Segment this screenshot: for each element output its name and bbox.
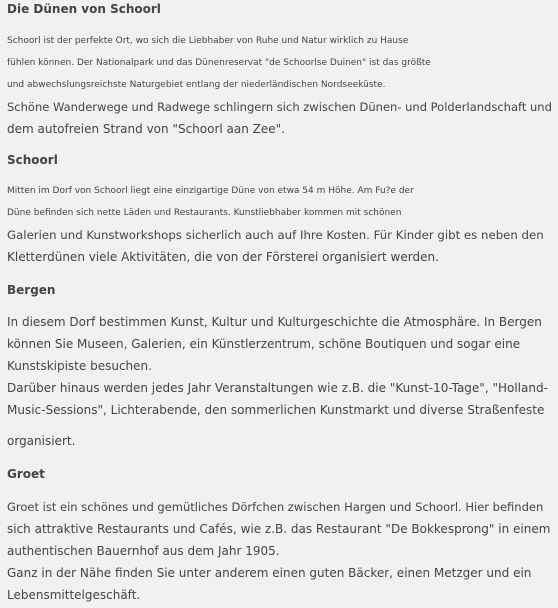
body-line: Galerien und Kunstworkshops sicherlich auch auf Ihre Kosten. Für Kinder gibt es neben den xyxy=(7,228,544,242)
body-line: In diesem Dorf bestimmen Kunst, Kultur und Kulturgeschichte die Atmosphäre. In Bergen xyxy=(7,315,542,329)
body-line: fühlen können. Der Nationalpark und das Dünenreservat "de Schoorlse Duinen" ist das größte xyxy=(7,58,431,68)
section-title-groet: Groet xyxy=(7,467,45,481)
body-line: Schöne Wanderwege und Radwege schlingern sich zwischen Dünen- und Polderlandschaft und xyxy=(7,100,552,114)
section-body-schoorl xyxy=(7,180,544,268)
body-line: Ganz in der Nähe finden Sie unter anderem einen guten Bäcker, einen Metzger und ein xyxy=(7,566,532,580)
body-line: Mitten im Dorf von Schoorl liegt eine einzigartige Düne von etwa 54 m Höhe. Am Fu?e der xyxy=(7,186,414,196)
section-body-duenen xyxy=(7,30,552,140)
body-line: dem autofreien Strand von "Schoorl aan Zee". xyxy=(7,122,285,136)
body-line: können Sie Museen, Galerien, ein Künstlerzentrum, schöne Boutiquen und sogar eine xyxy=(7,337,521,351)
section-title-bergen: Bergen xyxy=(7,283,56,297)
section-body-bergen xyxy=(7,311,548,421)
body-line: sich attraktive Restaurants und Cafés, wie z.B. das Restaurant "De Bokkesprong" in einem xyxy=(7,522,551,536)
body-line: Groet ist ein schönes und gemütliches Dörfchen zwischen Hargen und Schoorl. Hier befinden xyxy=(7,500,544,514)
body-line: und abwechslungsreichste Naturgebiet entlang der niederländischen Nordseeküste. xyxy=(7,80,386,90)
section-body-groet xyxy=(7,496,550,606)
body-line: Schoorl ist der perfekte Ort, wo sich die Liebhaber von Ruhe und Natur wirklich zu Hause xyxy=(7,36,409,46)
body-line: Darüber hinaus werden jedes Jahr Veranstaltungen wie z.B. die "Kunst-10-Tage", "Holland- xyxy=(7,381,548,395)
section-body-bergen-tail: organisiert. xyxy=(7,434,76,448)
body-line: Düne befinden sich nette Läden und Restaurants. Kunstliebhaber kommen mit schönen xyxy=(7,208,402,218)
body-line: authentischen Bauernhof aus dem Jahr 1905. xyxy=(7,544,280,558)
body-line: Kletterdünen viele Aktivitäten, die von der Försterei organisiert werden. xyxy=(7,250,439,264)
body-line: Kunstskipiste besuchen. xyxy=(7,359,152,373)
body-line: Music-Sessions", Lichterabende, den sommerlichen Kunstmarkt und diverse Straßenfeste xyxy=(7,403,545,417)
section-title-schoorl: Schoorl xyxy=(7,153,58,167)
section-title-duenen: Die Dünen von Schoorl xyxy=(7,2,161,16)
body-line: Lebensmittelgeschäft. xyxy=(7,588,141,602)
